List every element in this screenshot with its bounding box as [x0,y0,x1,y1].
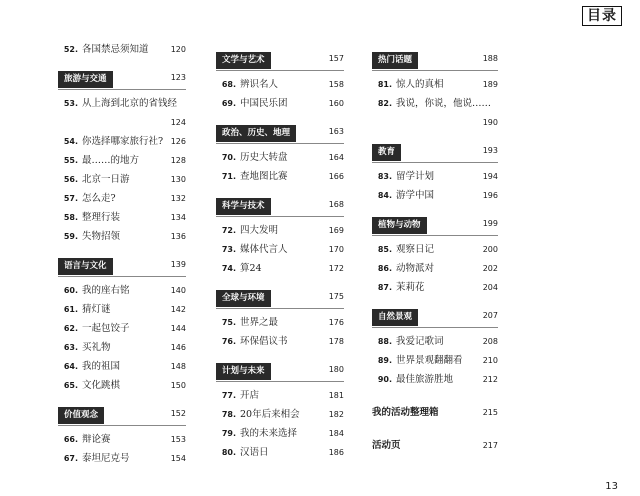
entry-page: 196 [482,191,498,200]
toc-entry [58,338,186,357]
toc-entry [216,424,344,443]
entry-title: 游学中国 [396,190,435,201]
entry-page: 146 [170,343,186,352]
toc-entry [216,332,344,351]
entry-number: 70. [221,153,236,162]
toc-section-header [372,307,498,328]
toc-section-header [372,50,498,71]
toc-section-header [58,405,186,426]
entry-page: 126 [170,137,186,146]
entry-page: 204 [482,283,498,292]
entry-number: 87. [377,283,392,292]
entry-page: 212 [482,375,498,384]
section-page: 163 [328,127,344,136]
toc-section-header [58,256,186,277]
entry-number: 80. [221,448,236,457]
entry-page: 202 [482,264,498,273]
entry-page: 142 [170,305,186,314]
section-page: 123 [170,73,186,82]
toc-section-header [216,50,344,71]
section-title: 科学与技术 [216,198,271,215]
entry-title: 猜灯谜 [82,304,111,315]
entry-page: 120 [170,45,186,54]
entry-title: 文化跳棋 [82,380,121,391]
toc-entry [58,357,186,376]
entry-page: 154 [170,454,186,463]
entry-number: 68. [221,80,236,89]
toc-entry [58,300,186,319]
appendix-page: 215 [482,408,498,417]
toc-entry-continued [58,113,186,132]
toc-entry [58,281,186,300]
section-page: 175 [328,292,344,301]
entry-title: 环保倡议书 [240,336,288,347]
entry-number: 75. [221,318,236,327]
entry-page: 184 [328,429,344,438]
toc-section-header [58,69,186,90]
entry-title: 四大发明 [240,225,279,236]
entry-page: 176 [328,318,344,327]
entry-title: 最佳旅游胜地 [396,374,454,385]
section-page: 157 [328,54,344,63]
section-page: 180 [328,365,344,374]
toc-entry [216,94,344,113]
entry-page: 166 [328,172,344,181]
entry-number: 79. [221,429,236,438]
entry-number: 69. [221,99,236,108]
entry-number: 59. [63,232,78,241]
toc-entry [58,40,186,59]
toc-entry [58,376,186,395]
entry-number: 55. [63,156,78,165]
toc-entry [216,313,344,332]
entry-page: 134 [170,213,186,222]
toc-column-2 [216,40,344,462]
toc-entry [372,167,498,186]
entry-number: 58. [63,213,78,222]
toc-entry [372,370,498,389]
entry-title: 泰坦尼克号 [82,453,130,464]
entry-number: 81. [377,80,392,89]
section-title: 价值观念 [58,407,104,424]
section-page: 193 [482,146,498,155]
toc-entry [216,443,344,462]
toc-section-header [216,123,344,144]
toc-entry [372,94,498,113]
toc-entry [58,430,186,449]
entry-page: 153 [170,435,186,444]
toc-entry [216,240,344,259]
toc-entry [58,151,186,170]
toc-entry [372,332,498,351]
entry-title: 我的未来选择 [240,428,298,439]
toc-entry [58,189,186,208]
entry-title: 世界景观翻翻看 [396,355,463,366]
section-title: 教育 [372,144,401,161]
entry-title: 动物派对 [396,263,435,274]
entry-page: 186 [328,448,344,457]
entry-page: 140 [170,286,186,295]
entry-number: 89. [377,356,392,365]
toc-entry [372,240,498,259]
toc-column-3 [372,40,498,455]
entry-page: 128 [170,156,186,165]
entry-title: 怎么走? [82,193,116,204]
toc-entry [372,186,498,205]
entry-number: 78. [221,410,236,419]
section-title: 旅游与交通 [58,71,113,88]
entry-page: 130 [170,175,186,184]
section-page: 199 [482,219,498,228]
entry-page: 148 [170,362,186,371]
section-title: 热门话题 [372,52,418,69]
toc-badge: 目录 [582,6,622,26]
entry-number: 77. [221,391,236,400]
entry-number: 61. [63,305,78,314]
entry-number: 74. [221,264,236,273]
entry-number: 82. [377,99,392,108]
entry-number: 66. [63,435,78,444]
entry-title: 惊人的真相 [396,79,444,90]
entry-number: 63. [63,343,78,352]
entry-number: 64. [63,362,78,371]
entry-title: 开店 [240,390,260,401]
toc-entry [216,405,344,424]
toc-entry [216,148,344,167]
entry-number: 71. [221,172,236,181]
section-title: 全球与环境 [216,290,271,307]
toc-entry [216,75,344,94]
toc-entry-continued [372,113,498,132]
entry-number: 88. [377,337,392,346]
entry-page: 210 [482,356,498,365]
entry-page: 208 [482,337,498,346]
entry-page: 160 [328,99,344,108]
entry-number: 53. [63,99,78,108]
entry-title: 我说，你说，他说…… [396,98,492,109]
entry-number: 67. [63,454,78,463]
section-title: 计划与未来 [216,363,271,380]
toc-entry [58,132,186,151]
section-page: 188 [482,54,498,63]
entry-page: 150 [170,381,186,390]
entry-page: 164 [328,153,344,162]
entry-page: 189 [482,80,498,89]
entry-page: 124 [170,118,186,127]
appendix-title: 活动页 [372,440,401,451]
entry-page: 136 [170,232,186,241]
entry-page: 132 [170,194,186,203]
entry-page: 182 [328,410,344,419]
toc-entry [372,75,498,94]
entry-number: 56. [63,175,78,184]
toc-entry [216,386,344,405]
entry-number: 52. [63,45,78,54]
toc-section-header [372,142,498,163]
section-title: 政治、历史、地理 [216,125,296,142]
entry-number: 62. [63,324,78,333]
entry-page: 181 [328,391,344,400]
entry-title: 各国禁忌须知道 [82,44,149,55]
section-title: 植物与动物 [372,217,427,234]
toc-appendix-entry [372,436,498,455]
entry-title: 媒体代言人 [240,244,288,255]
entry-page: 158 [328,80,344,89]
toc-entry [216,167,344,186]
spacer [372,389,498,403]
entry-page: 190 [482,118,498,127]
toc-appendix-entry [372,403,498,422]
entry-number: 84. [377,191,392,200]
entry-page: 200 [482,245,498,254]
entry-number: 83. [377,172,392,181]
entry-title: 观察日记 [396,244,435,255]
appendix-page: 217 [482,441,498,450]
entry-number: 90. [377,375,392,384]
spacer [372,422,498,436]
entry-number: 65. [63,381,78,390]
entry-page: 194 [482,172,498,181]
entry-page: 144 [170,324,186,333]
entry-title: 算24 [240,263,262,274]
toc-entry [58,170,186,189]
entry-title: 失物招领 [82,231,121,242]
entry-number: 85. [377,245,392,254]
section-page: 168 [328,200,344,209]
section-title: 语言与文化 [58,258,113,275]
toc-entry [216,259,344,278]
entry-title: 辩论赛 [82,434,111,445]
toc-column-1 [58,40,186,468]
entry-title: 买礼物 [82,342,111,353]
entry-number: 72. [221,226,236,235]
entry-title: 我爱记歌词 [396,336,444,347]
toc-section-header [216,361,344,382]
entry-page: 170 [328,245,344,254]
entry-title: 一起包饺子 [82,323,130,334]
entry-number: 60. [63,286,78,295]
entry-number: 73. [221,245,236,254]
entry-title: 从上海到北京的省钱经 [82,98,178,109]
entry-title: 整理行装 [82,212,121,223]
entry-number: 57. [63,194,78,203]
entry-page: 178 [328,337,344,346]
entry-title: 我的祖国 [82,361,121,372]
section-page: 139 [170,260,186,269]
section-page: 207 [482,311,498,320]
page-number: 13 [605,481,618,492]
entry-title: 我的座右铭 [82,285,130,296]
section-page: 152 [170,409,186,418]
entry-title: 世界之最 [240,317,279,328]
toc-entry [372,278,498,297]
toc-entry [58,208,186,227]
toc-entry [58,227,186,246]
entry-title: 留学计划 [396,171,435,182]
entry-title: 你选择哪家旅行社? [82,136,164,147]
section-title: 自然景观 [372,309,418,326]
appendix-title: 我的活动整理箱 [372,407,439,418]
toc-entry [58,319,186,338]
toc-section-header [372,215,498,236]
entry-number: 54. [63,137,78,146]
entry-number: 86. [377,264,392,273]
entry-title: 辨识名人 [240,79,279,90]
toc-section-header [216,288,344,309]
toc-entry [372,259,498,278]
entry-title: 中国民乐团 [240,98,288,109]
entry-title: 北京一日游 [82,174,130,185]
toc-entry [58,94,186,113]
section-title: 文学与艺术 [216,52,271,69]
entry-title: 茉莉花 [396,282,425,293]
entry-number: 76. [221,337,236,346]
toc-entry [372,351,498,370]
toc-section-header [216,196,344,217]
entry-page: 172 [328,264,344,273]
entry-title: 最……的地方 [82,155,140,166]
toc-entry [216,221,344,240]
entry-page: 169 [328,226,344,235]
entry-title: 20年后来相会 [240,409,300,420]
entry-title: 历史大转盘 [240,152,288,163]
toc-entry [58,449,186,468]
entry-title: 汉语日 [240,447,269,458]
entry-title: 查地图比赛 [240,171,288,182]
